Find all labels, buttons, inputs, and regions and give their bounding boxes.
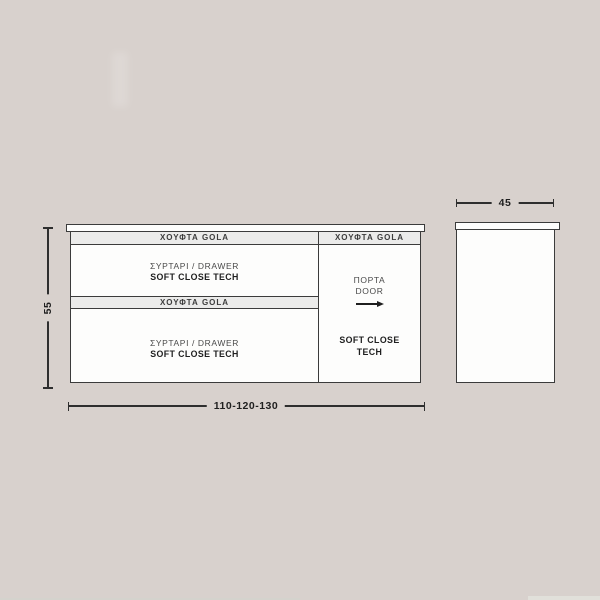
drawer-top-label [71,261,318,284]
gola-strip-middle-label: ΧΟΥΦΤΑ GOLA [159,298,230,307]
depth-dimension-value: 45 [492,197,519,209]
right-arrow-head [377,301,384,307]
door-softclose-label [319,335,420,358]
height-dimension-value: 55 [42,295,54,322]
drawer-bottom-softclose: SOFT CLOSE TECH [150,349,239,359]
depth-dimension-tick-right [553,199,554,207]
drawer-top-softclose: SOFT CLOSE TECH [150,272,239,282]
door-softclose-line1: SOFT CLOSE [339,335,400,345]
door-softclose-line2: TECH [356,346,383,357]
gola-strip-top-right-label: ΧΟΥΦΤΑ GOLA [334,233,405,243]
door-label-greek: ΠΟΡΤΑ [353,275,386,285]
gola-strip-top-left-label: ΧΟΥΦΤΑ GOLA [159,233,230,243]
drawer-bottom-name: ΣΥΡΤΑΡΙ / DRAWER [149,338,239,348]
depth-dimension-tick-left [456,199,457,207]
gola-strip-middle [71,296,318,309]
width-dimension-tick-right [424,402,425,411]
width-dimension-value: 110-120-130 [207,400,285,412]
right-arrow-shaft [356,303,378,305]
gola-strip-top-left [71,232,318,245]
width-dimension-tick-left [68,402,69,411]
front-cabinet-body [70,231,421,383]
door-label-english: DOOR [355,286,384,296]
drawer-top-name: ΣΥΡΤΑΡΙ / DRAWER [149,261,239,271]
background-smudge [112,52,128,107]
height-dimension-tick-bottom [43,387,53,388]
drawer-bottom-label [71,338,318,361]
bottom-edge-artifact-right [528,596,600,600]
right-arrow-icon [319,298,420,310]
door-section [319,232,420,382]
side-cabinet-body [456,229,555,383]
door-label [319,275,420,297]
height-dimension-tick-top [43,227,53,228]
